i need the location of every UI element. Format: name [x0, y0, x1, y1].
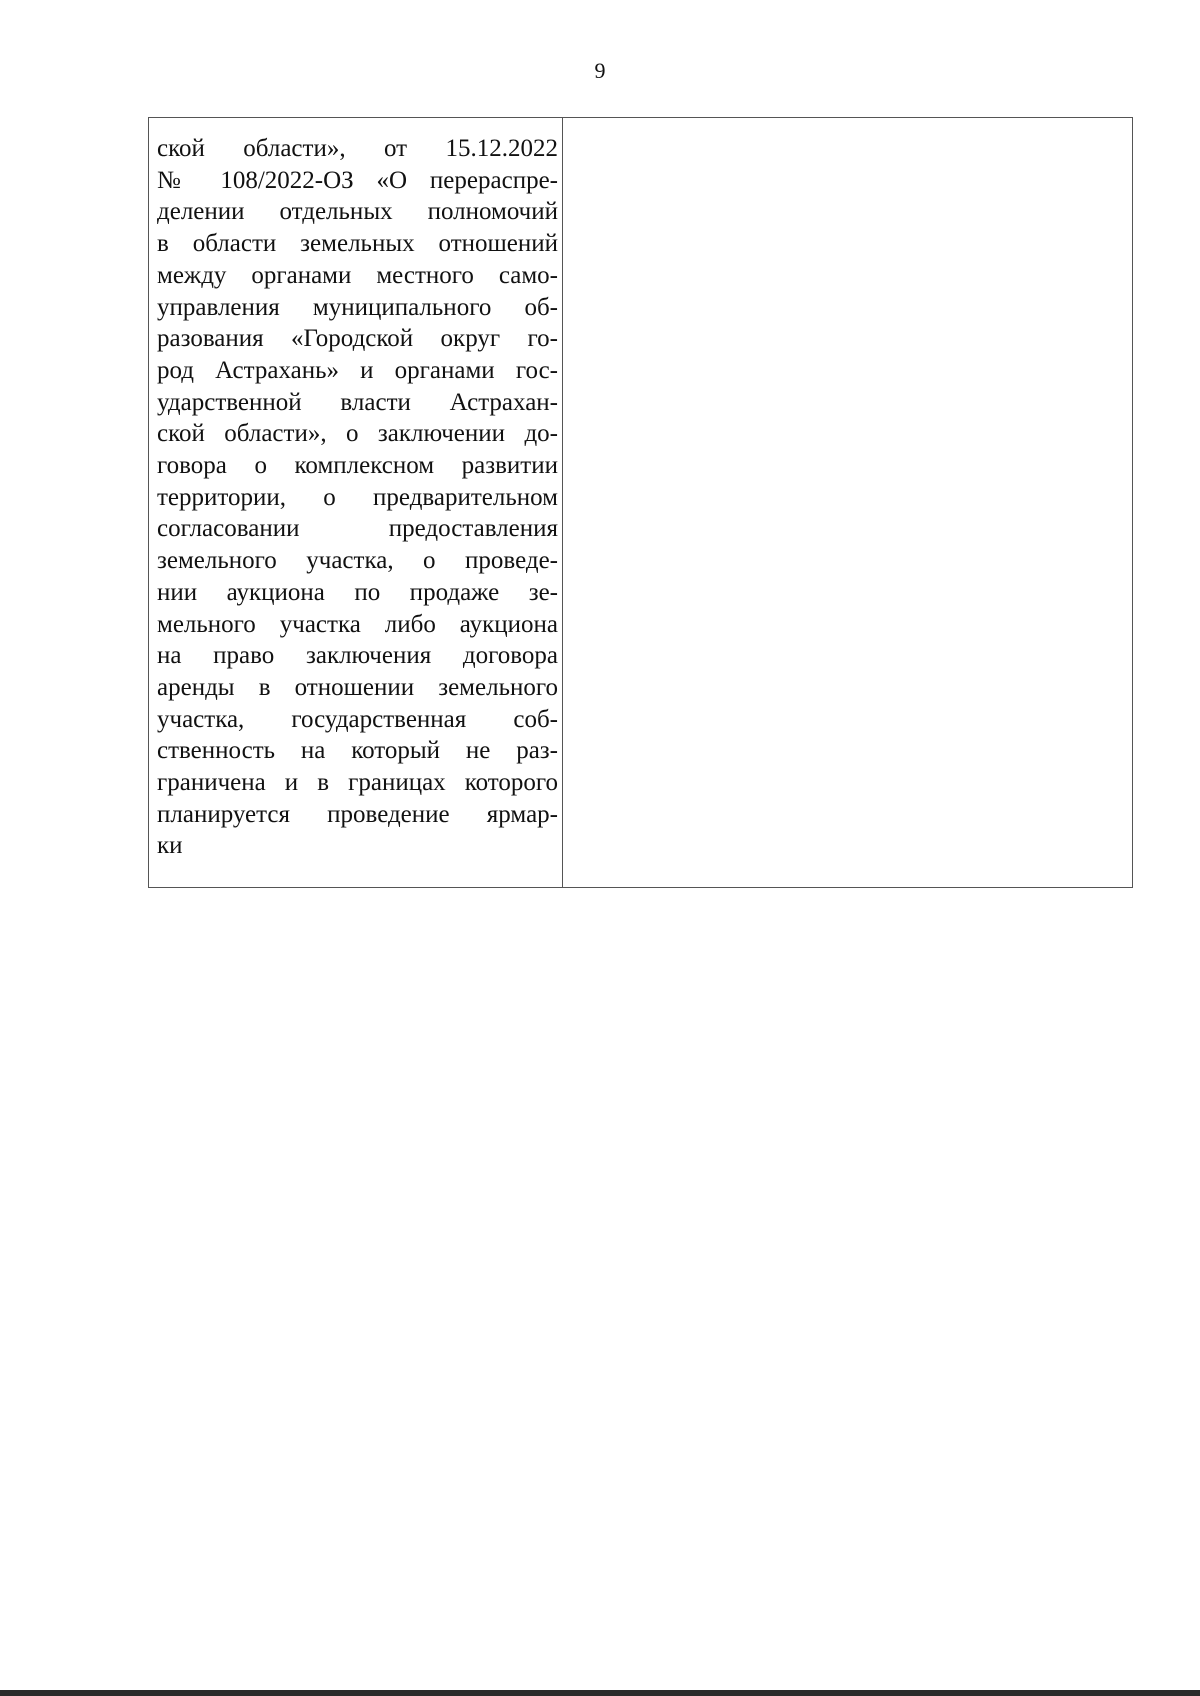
text-line: ской области», о заключении до- [157, 420, 558, 448]
text-line: ки [157, 832, 183, 860]
document-table [148, 117, 1133, 888]
table-cell-left [149, 118, 563, 887]
text-line: аренды в отношении земельного [157, 673, 558, 701]
text-line: земельного участка, о проведе- [157, 547, 558, 575]
text-line: планируется проведение ярмар- [157, 800, 558, 828]
text-line: делении отдельных полномочий [157, 198, 558, 226]
text-line: граничена и в границах которого [157, 769, 558, 797]
text-line: ударственной власти Астрахан- [157, 388, 558, 416]
text-line: разования «Городской округ го- [157, 325, 558, 353]
text-line: участка, государственная соб- [157, 705, 558, 733]
text-line: мельного участка либо аукциона [157, 610, 558, 638]
text-line: род Астрахань» и органами гос- [157, 356, 558, 384]
text-line: говора о комплексном развитии [157, 452, 558, 480]
text-line: в области земельных отношений [157, 230, 558, 258]
scan-bottom-edge [0, 1690, 1200, 1696]
text-line: на право заключения договора [157, 642, 558, 670]
text-line: нии аукциона по продаже зе- [157, 578, 558, 606]
text-line: управления муниципального об- [157, 293, 558, 321]
text-line: № 108/2022-ОЗ «О перераспре- [157, 166, 558, 194]
text-line: согласовании предоставления [157, 515, 558, 543]
text-line: между органами местного само- [157, 261, 558, 289]
text-line: ственность на который не раз- [157, 737, 558, 765]
page-number: 9 [594, 58, 606, 83]
text-line: территории, о предварительном [157, 483, 558, 511]
table-cell-right [563, 118, 1132, 887]
text-line: ской области», от 15.12.2022 [157, 135, 558, 162]
